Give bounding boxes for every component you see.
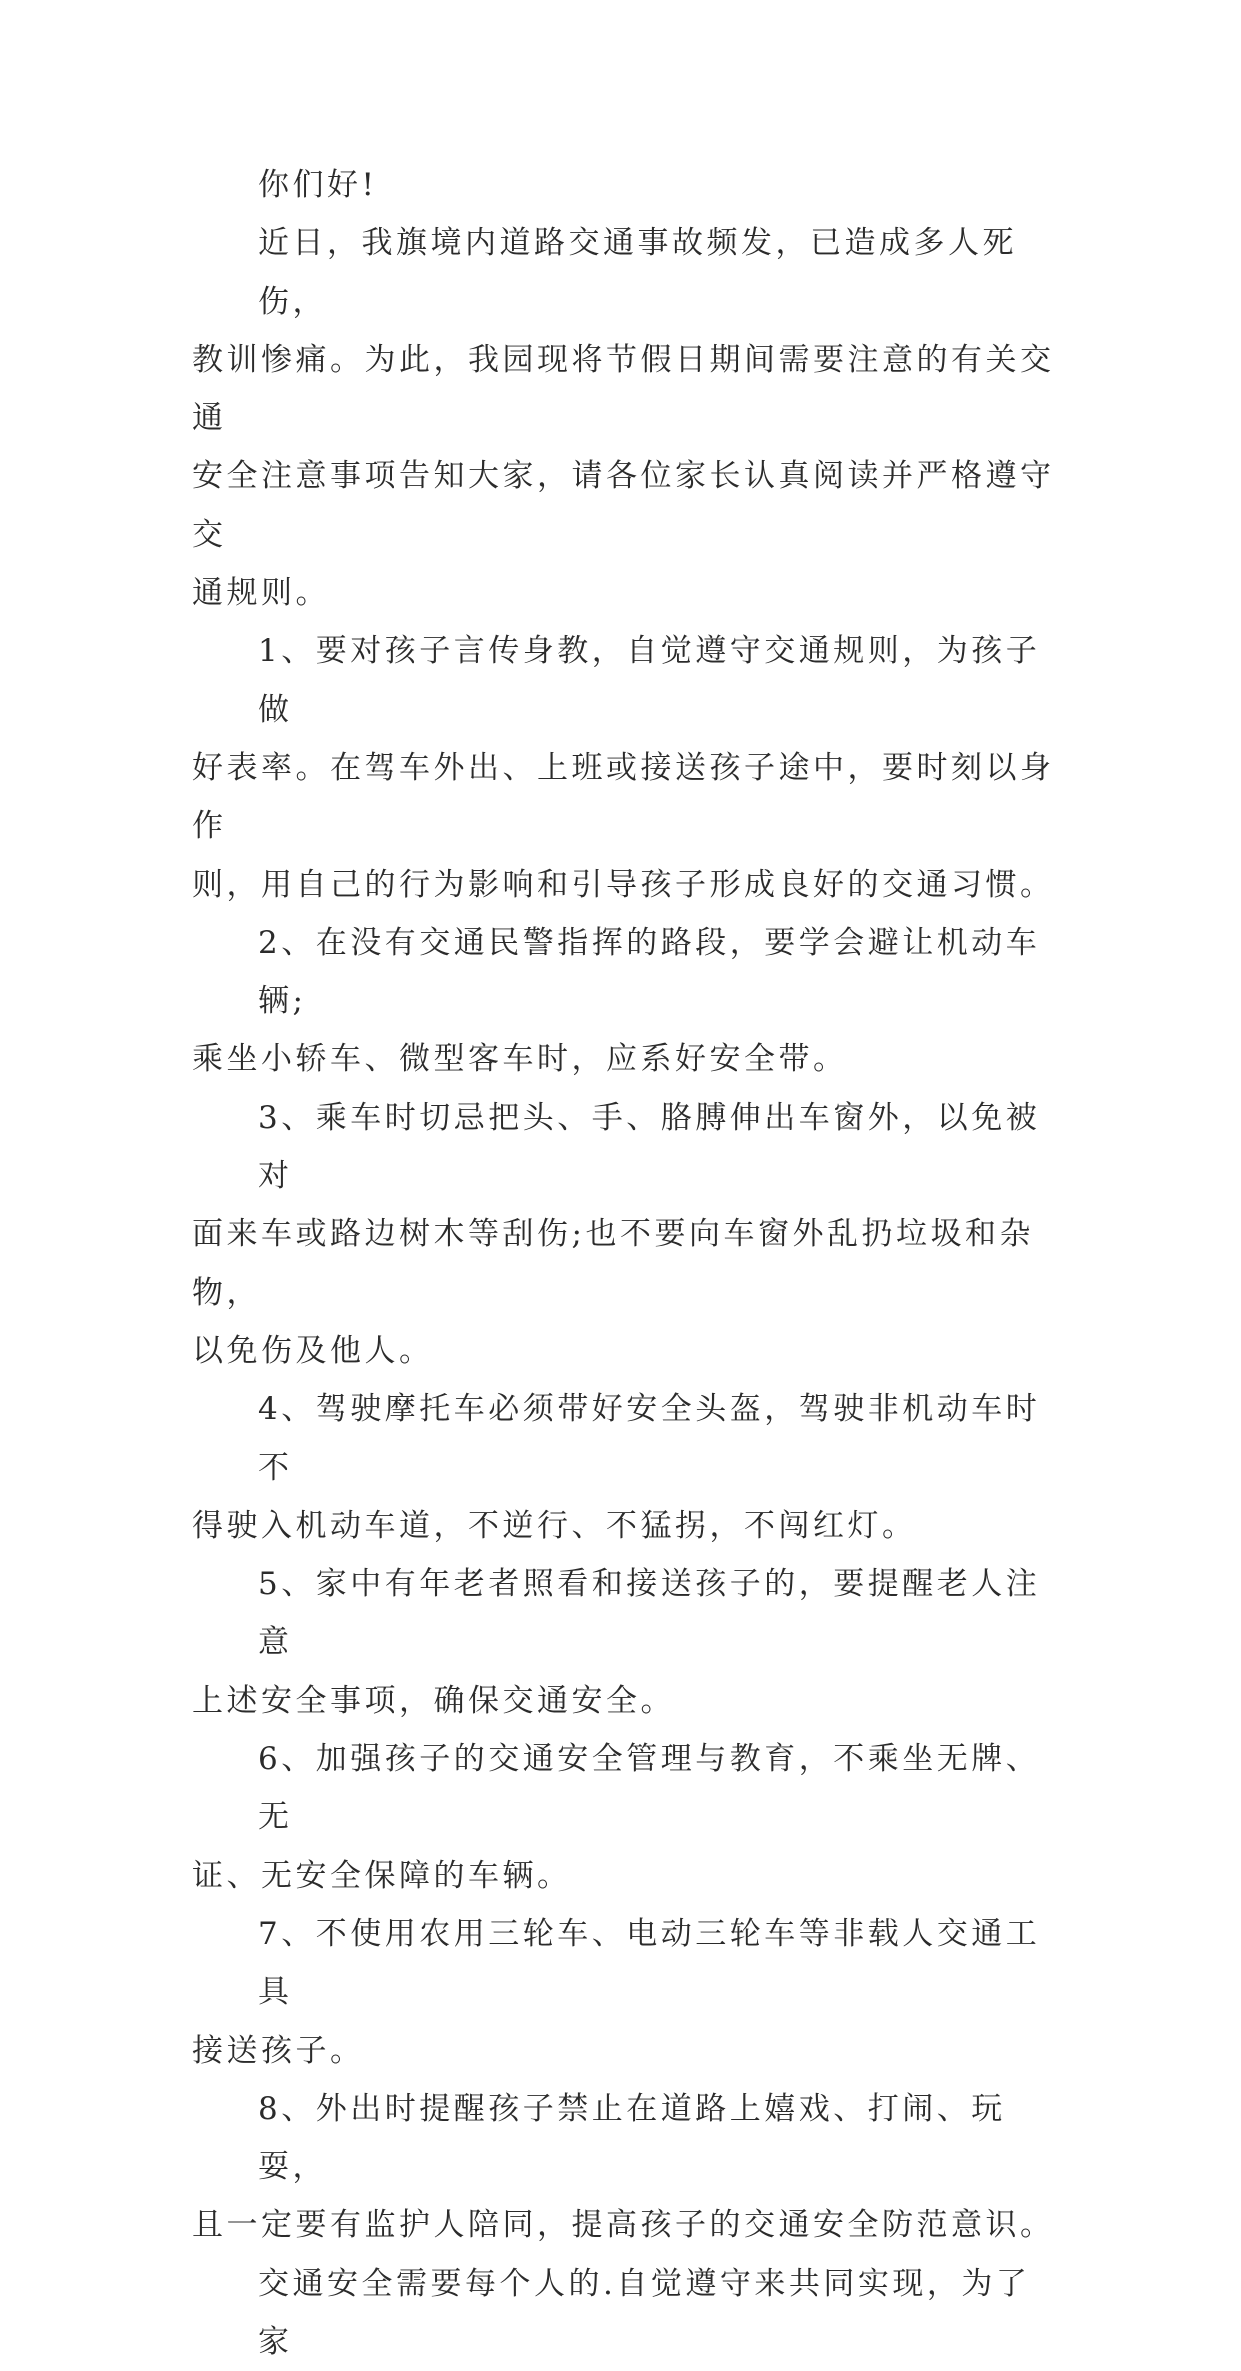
- text-line: 证、无安全保障的车辆。: [192, 1857, 572, 1894]
- rule-2-line: 2、在没有交通民警指挥的路段，要学会避让机动车辆;: [258, 924, 1041, 1020]
- greeting-line: 你们好!: [258, 167, 378, 203]
- letter-body: [192, 156, 1060, 2371]
- text-line: 以免伤及他人。: [192, 1332, 434, 1369]
- text-line: 乘坐小轿车、微型客车时，应系好安全带。: [192, 1041, 848, 1078]
- text-line: 近日，我旗境内道路交通事故频发，已造成多人死伤，: [258, 225, 1017, 320]
- rule-5-line: 5、家中有年老者照看和接送孩子的，要提醒老人注意: [258, 1566, 1041, 1661]
- rule-8-line: 8、外出时提醒孩子禁止在道路上嬉戏、打闹、玩耍，: [258, 2090, 1006, 2186]
- text-line: 上述安全事项，确保交通安全。: [192, 1682, 675, 1719]
- text-line: 好表率。在驾车外出、上班或接送孩子途中，要时刻以身作: [192, 749, 1055, 845]
- closing-line: 交通安全需要每个人的.自觉遵守来共同实现，为了家: [258, 2265, 1031, 2360]
- text-line: 则，用自己的行为影响和引导孩子形成良好的交通习惯。: [192, 866, 1055, 903]
- text-line: 通规则。: [192, 575, 330, 612]
- rule-7-line: 7、不使用农用三轮车、电动三轮车等非载人交通工具: [258, 1915, 1041, 2011]
- rule-3-line: 3、乘车时切忌把头、手、胳膊伸出车窗外，以免被对: [258, 1099, 1041, 1195]
- text-line: 教训惨痛。为此，我园现将节假日期间需要注意的有关交通: [192, 341, 1055, 437]
- rule-6-line: 6、加强孩子的交通安全管理与教育，不乘坐无牌、无: [258, 1741, 1041, 1836]
- text-line: 接送孩子。: [192, 2032, 365, 2069]
- text-line: 得驶入机动车道，不逆行、不猛拐，不闯红灯。: [192, 1507, 917, 1544]
- rule-1-line: 1、要对孩子言传身教，自觉遵守交通规则，为孩子做: [258, 633, 1041, 728]
- text-line: 且一定要有监护人陪同，提高孩子的交通安全防范意识。: [192, 2207, 1055, 2244]
- text-line: 面来车或路边树木等刮伤;也不要向车窗外乱扔垃圾和杂物，: [192, 1216, 1034, 1311]
- text-line: 安全注意事项告知大家，请各位家长认真阅读并严格遵守交: [192, 458, 1055, 553]
- rule-4-line: 4、驾驶摩托车必须带好安全头盔，驾驶非机动车时不: [258, 1391, 1041, 1486]
